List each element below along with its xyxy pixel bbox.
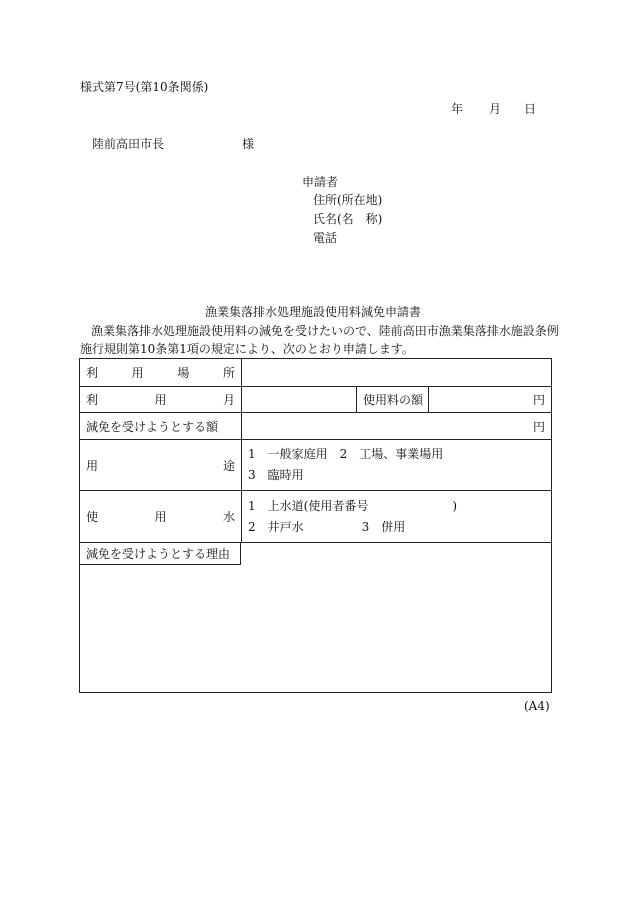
- application-table: [79, 358, 552, 693]
- purpose-label-c1: 用: [86, 458, 99, 473]
- water-option-line-1: [248, 496, 545, 517]
- date-month-label: 月: [489, 102, 502, 116]
- month-label: [86, 391, 235, 408]
- location-label-c3: 場: [177, 366, 190, 380]
- purpose-label: [86, 457, 235, 474]
- purpose-option-line-1[interactable]: 1 一般家庭用 2 工場、事業場用: [248, 447, 444, 461]
- month-label-c1: 利: [86, 393, 99, 407]
- location-label: [86, 364, 235, 381]
- purpose-label-c2: 途: [222, 458, 235, 473]
- phone-label: 電話: [313, 231, 338, 245]
- month-value-field[interactable]: [242, 387, 357, 413]
- location-value-field[interactable]: [242, 359, 552, 387]
- fee-yen-unit: 円: [533, 393, 546, 407]
- month-label-c2: 用: [154, 393, 167, 407]
- water-options-cell[interactable]: [242, 491, 552, 543]
- water-option-line-2: [248, 517, 545, 538]
- water-option-combined[interactable]: 3 併用: [361, 519, 406, 534]
- purpose-label-cell: [80, 440, 242, 491]
- row-water: [80, 491, 552, 543]
- address-label: 住所(所在地): [313, 193, 383, 207]
- location-label-cell: [80, 359, 242, 387]
- purpose-option-line-2[interactable]: 3 臨時用: [248, 468, 304, 482]
- applicant-heading: 申請者: [302, 175, 339, 189]
- location-label-c1: 利: [86, 366, 99, 380]
- reduction-yen-unit: 円: [533, 419, 546, 434]
- addressee-name: 陸前高田市長: [92, 137, 165, 151]
- water-label-cell: [80, 491, 242, 543]
- reduction-amount-label: 減免を受けようとする額: [80, 413, 242, 440]
- water-option-tap-close: ): [452, 498, 458, 513]
- row-location: [80, 359, 552, 387]
- row-month: [80, 387, 552, 413]
- row-purpose: [80, 440, 552, 491]
- purpose-options-cell[interactable]: [242, 440, 552, 491]
- body-line-2: 施行規則第10条第1項の規定により、次のとおり申請します。: [80, 342, 414, 356]
- location-label-c2: 用: [131, 366, 144, 380]
- fee-amount-field[interactable]: [429, 387, 552, 413]
- water-label: [86, 508, 235, 525]
- date-year-label: 年: [451, 102, 464, 116]
- water-option-tap[interactable]: 1 上水道(使用者番号: [248, 498, 369, 513]
- row-reason: [80, 543, 552, 693]
- water-label-c2: 用: [154, 510, 167, 524]
- water-option-well[interactable]: 2 井戸水: [248, 519, 304, 534]
- water-label-c3: 水: [222, 510, 235, 524]
- month-label-cell: [80, 387, 242, 413]
- reason-cell[interactable]: [80, 543, 552, 693]
- body-line-1: 漁業集落排水処理施設使用料の減免を受けたいので、陸前高田市漁業集落排水施設条例: [91, 324, 559, 338]
- paper-size-label: (A4): [524, 699, 550, 713]
- reason-label: 減免を受けようとする理由: [80, 543, 241, 565]
- addressee-honorific: 様: [242, 137, 255, 151]
- fee-amount-label: 使用料の額: [357, 387, 429, 413]
- row-reduction-amount: [80, 413, 552, 440]
- date-day-label: 日: [524, 102, 537, 116]
- form-number: 様式第7号(第10条関係): [80, 80, 209, 94]
- reduction-amount-field[interactable]: [242, 413, 552, 440]
- water-label-c1: 使: [86, 510, 99, 524]
- month-label-c3: 月: [222, 393, 235, 407]
- location-label-c4: 所: [222, 366, 235, 380]
- document-title: 漁業集落排水処理施設使用料減免申請書: [205, 305, 422, 319]
- name-label: 氏名(名 称): [313, 212, 383, 226]
